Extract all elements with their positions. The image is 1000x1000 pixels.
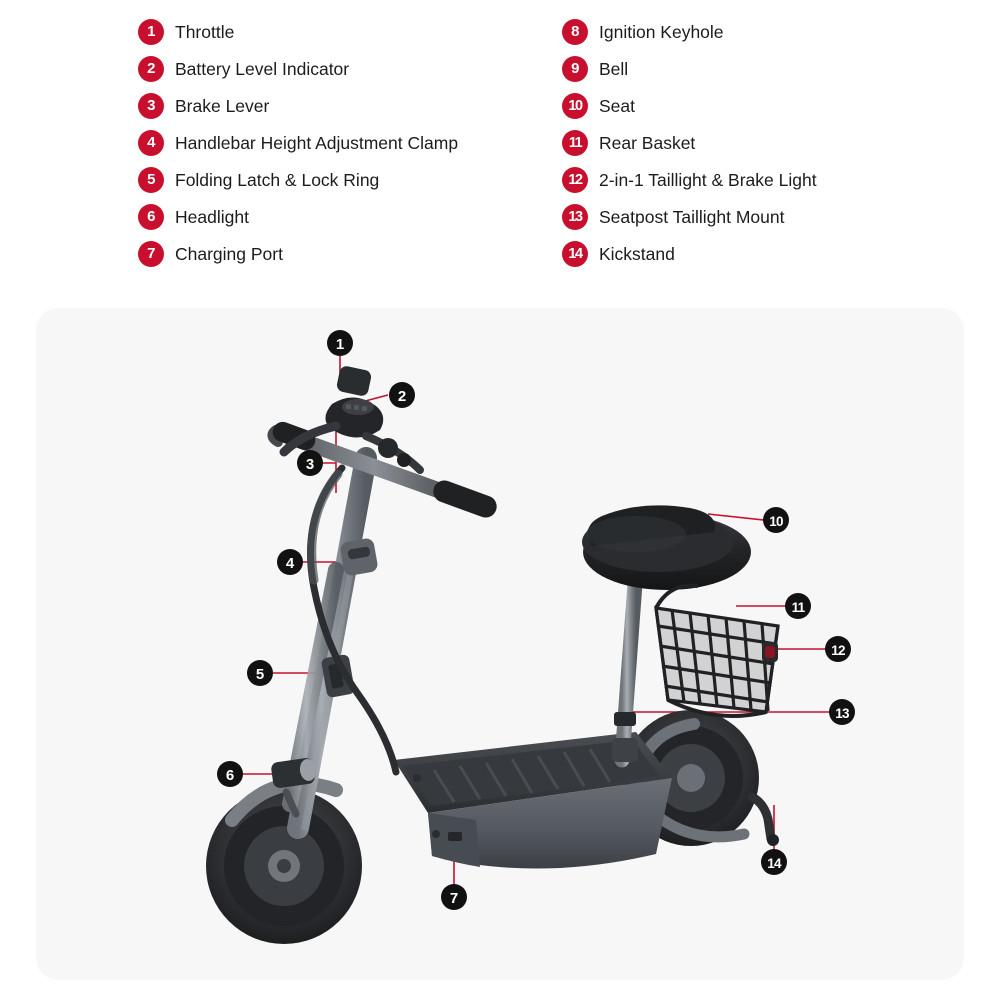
legend-item-6: [138, 203, 558, 234]
legend-label-7: Charging Port: [175, 244, 283, 264]
callout-3: [297, 450, 323, 476]
legend-badge-6: 6: [138, 204, 164, 230]
legend-item-9: [562, 55, 992, 86]
legend-label-2: Battery Level Indicator: [175, 59, 350, 79]
front-wheel: [206, 788, 362, 944]
legend-badge-13: 13: [562, 204, 588, 230]
callout-12: [825, 636, 851, 662]
callout-4: [277, 549, 303, 575]
legend-item-12: [562, 166, 992, 197]
kickstand: [752, 797, 779, 846]
callout-11: [785, 593, 811, 619]
legend-item-3: [138, 92, 558, 123]
callout-6: [217, 761, 243, 787]
legend-item-1: [138, 18, 558, 49]
handlebar-height-clamp: [339, 537, 378, 576]
legend-label-12: 2-in-1 Taillight & Brake Light: [599, 170, 817, 190]
legend-badge-11: 11: [562, 130, 588, 156]
legend-badge-8: 8: [562, 19, 588, 45]
handlebar-assembly: [270, 365, 500, 521]
callout-12-label: 12: [831, 643, 845, 658]
callout-1-label: 1: [335, 336, 345, 353]
legend-item-7: [138, 240, 558, 271]
legend-item-5: [138, 166, 558, 197]
legend-badge-10: 10: [562, 93, 588, 119]
legend-column-left: [138, 18, 558, 277]
bell: [378, 438, 398, 458]
callout-4-label: 4: [285, 555, 295, 572]
callout-3-label: 3: [305, 456, 315, 473]
charging-port: [448, 832, 462, 841]
legend-item-13: [562, 203, 992, 234]
legend-label-13: Seatpost Taillight Mount: [599, 207, 785, 227]
legend-item-8: [562, 18, 992, 49]
callout-10: [763, 507, 789, 533]
callout-2: [389, 382, 415, 408]
callout-7-label: 7: [449, 890, 459, 907]
legend-item-10: [562, 92, 992, 123]
callout-14-label: 14: [767, 856, 781, 871]
legend-badge-12: 12: [562, 167, 588, 193]
callout-14: [761, 849, 787, 875]
legend-label-3: Brake Lever: [175, 96, 270, 116]
seatpost-taillight-mount: [614, 712, 636, 726]
legend-label-9: Bell: [599, 59, 629, 79]
scooter-illustration: [36, 308, 964, 980]
legend-badge-4: 4: [138, 130, 164, 156]
legend-label-10: Seat: [599, 96, 635, 116]
callout-11-label: 11: [791, 600, 805, 615]
legend-item-4: [138, 129, 558, 160]
legend-badge-2: 2: [138, 56, 164, 82]
legend-item-2: [138, 55, 558, 86]
legend-item-11: [562, 129, 992, 160]
legend-badge-3: 3: [138, 93, 164, 119]
rear-basket: [656, 585, 778, 716]
legend-badge-5: 5: [138, 167, 164, 193]
callout-2-label: 2: [397, 388, 407, 405]
legend-badge-7: 7: [138, 241, 164, 267]
callout-13: [829, 699, 855, 725]
legend-label-5: Folding Latch & Lock Ring: [175, 170, 380, 190]
callout-1: [327, 330, 353, 356]
callout-13-label: 13: [835, 706, 849, 721]
scooter-figure-panel: [36, 308, 964, 980]
legend-column-right: [562, 18, 992, 277]
legend-label-8: Ignition Keyhole: [599, 22, 724, 42]
legend-label-1: Throttle: [175, 22, 235, 42]
legend-badge-9: 9: [562, 56, 588, 82]
legend: [0, 18, 1000, 298]
legend-label-6: Headlight: [175, 207, 249, 227]
callout-5: [247, 660, 273, 686]
callout-6-label: 6: [225, 767, 235, 784]
legend-label-11: Rear Basket: [599, 133, 696, 153]
callout-10-label: 10: [769, 514, 783, 529]
callout-5-label: 5: [255, 666, 265, 683]
legend-item-14: [562, 240, 992, 271]
ignition-keyhole: [397, 453, 411, 467]
taillight: [762, 642, 778, 662]
callout-7: [441, 884, 467, 910]
legend-label-4: Handlebar Height Adjustment Clamp: [175, 133, 459, 153]
right-grip: [430, 477, 500, 520]
legend-badge-1: 1: [138, 19, 164, 45]
throttle: [336, 365, 373, 397]
legend-badge-14: 14: [562, 241, 588, 267]
legend-label-14: Kickstand: [599, 244, 675, 264]
